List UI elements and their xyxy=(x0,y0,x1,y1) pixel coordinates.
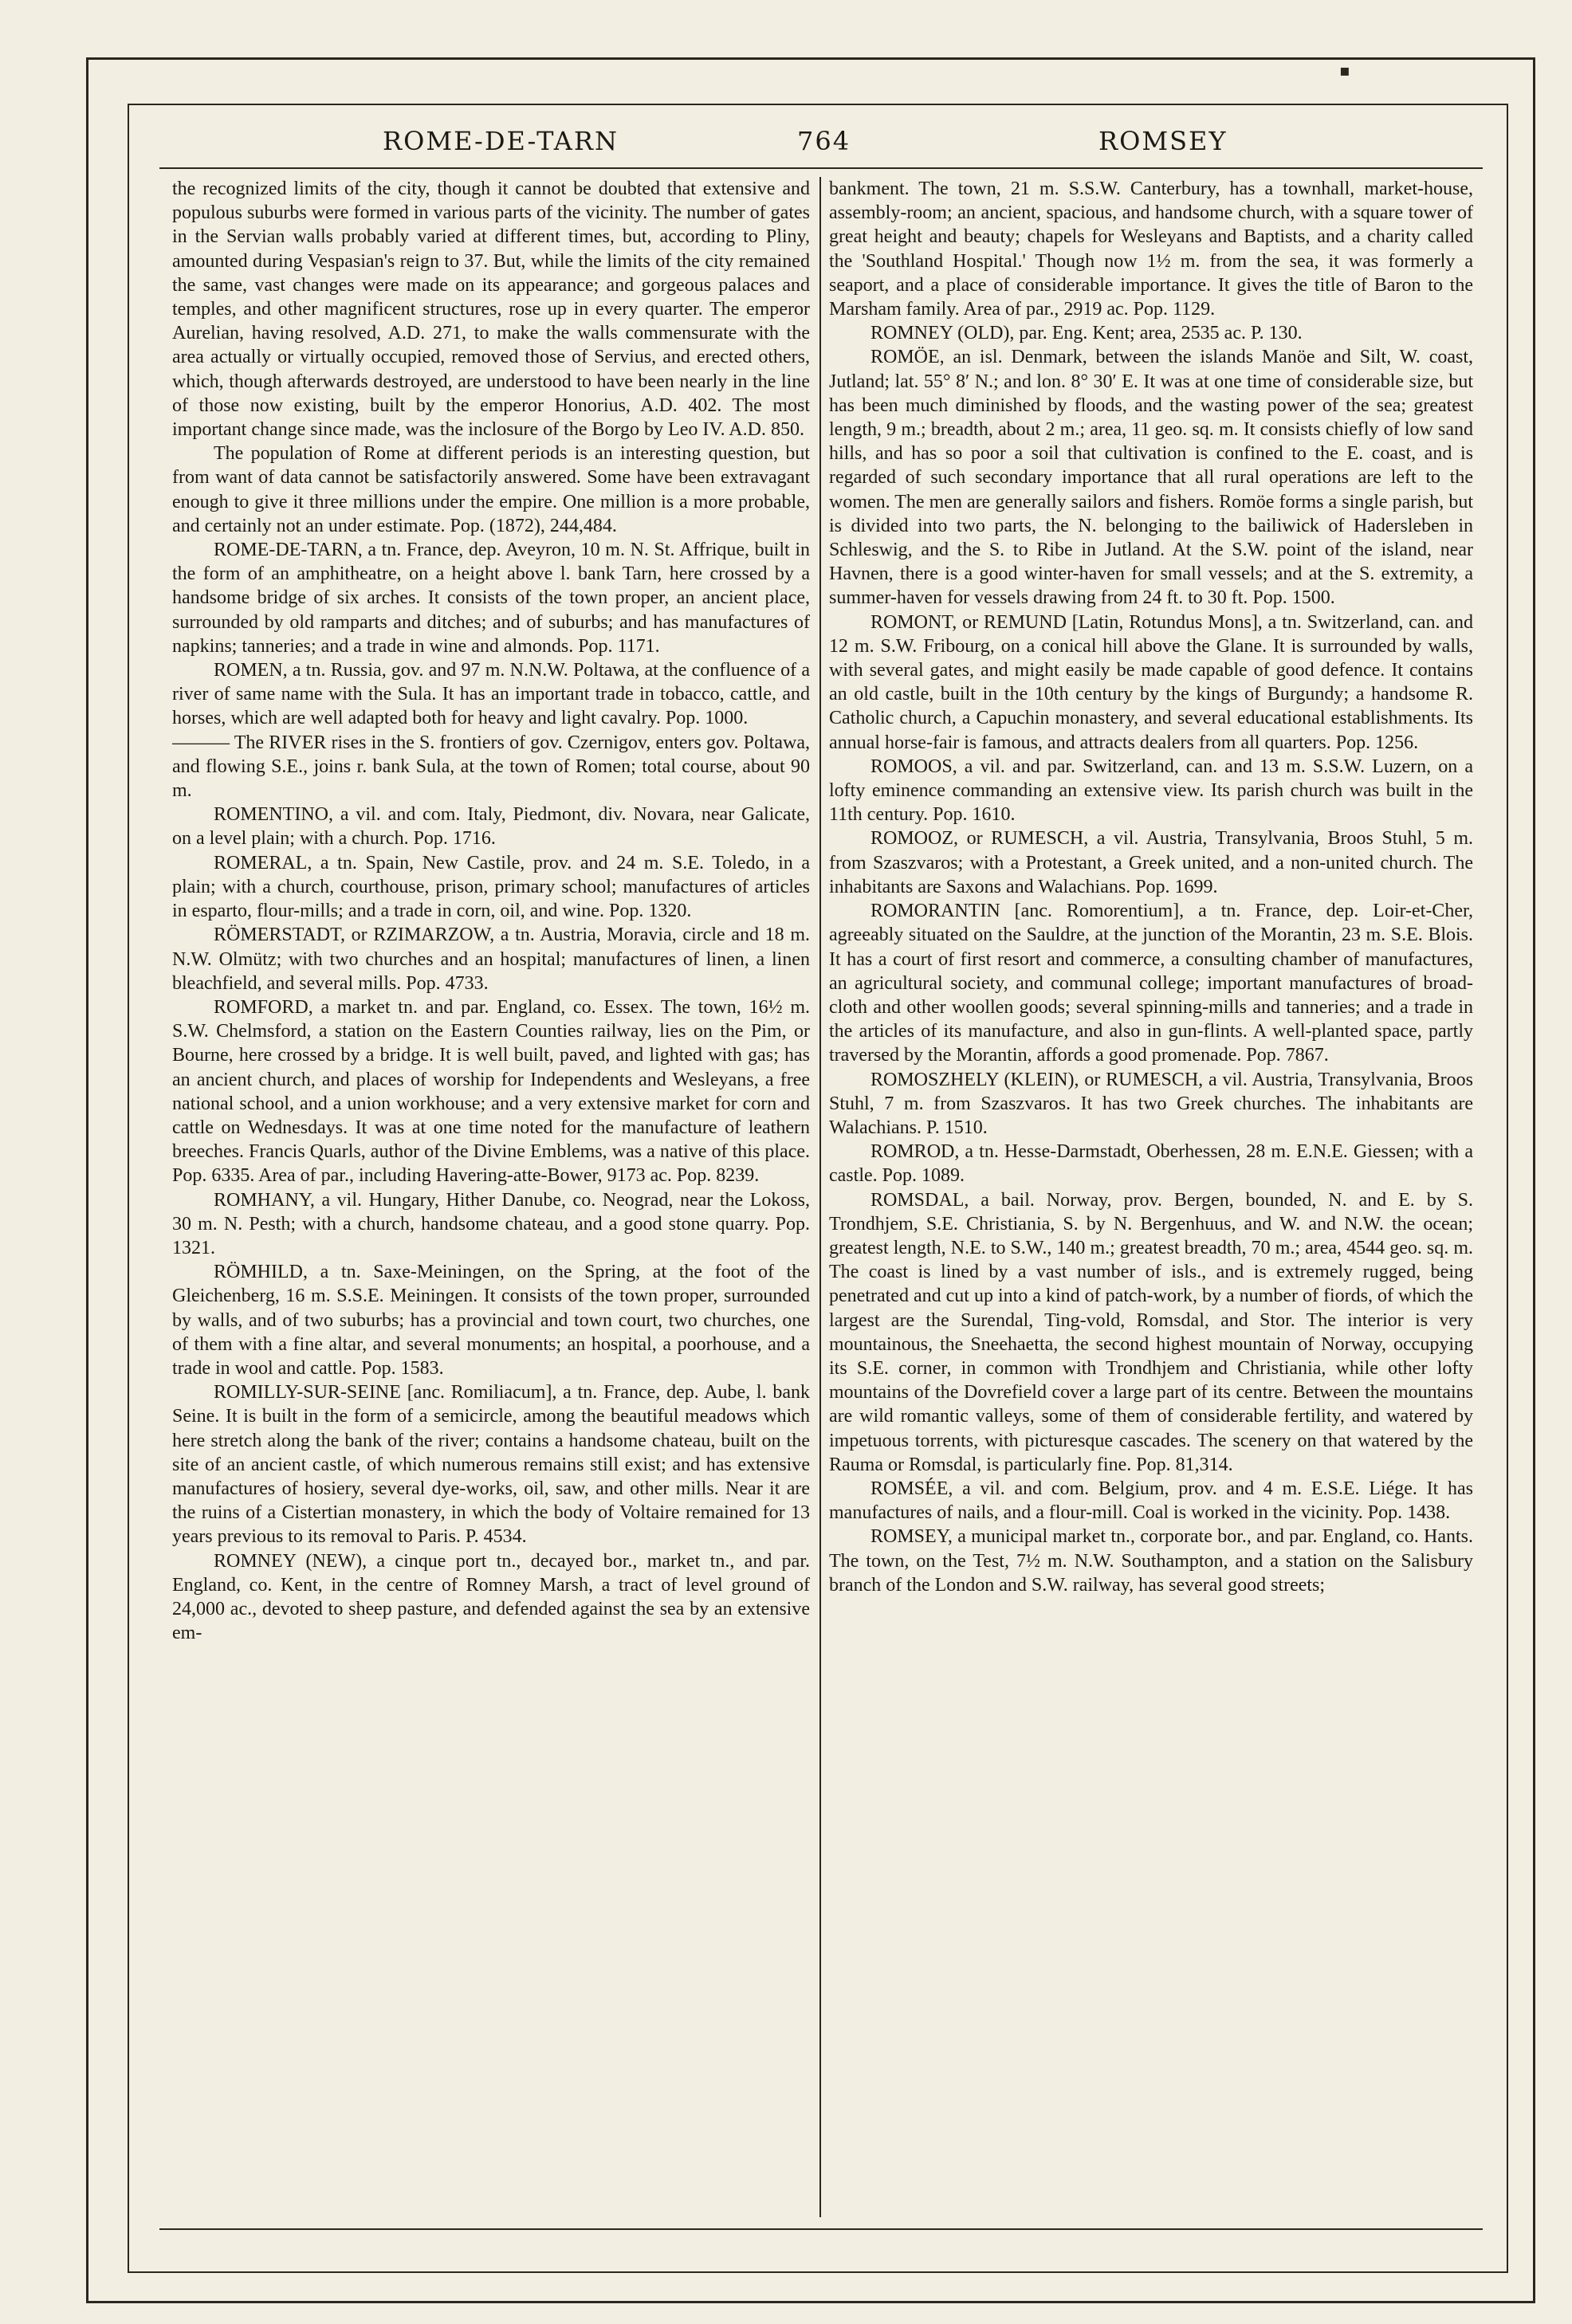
entry-paragraph: ROMILLY-SUR-SEINE [anc. Romiliacum], a tn. France, dep. Aube, l. bank Seine. It is built in the form of a semicircle, among the beautiful meadows which here stretch along the bank of the river; contains a handsome chateau, built on the site of an ancient castle, of which numerous remains still exist; and has extensive manufactures of hosiery, several dye-works, oil, saw, and other mills. Near it are the ruins of a Cistertian monastery, in which the body of Voltaire remained for 13 years previous to its removal to Paris. P. 4534. xyxy=(172,1382,810,1548)
corner-mark: ▪ xyxy=(1339,61,1350,80)
entry-paragraph: ROMNEY (OLD), par. Eng. Kent; area, 2535 ac. P. 130. xyxy=(870,323,1303,344)
entry-paragraph: ROME-DE-TARN, a tn. France, dep. Aveyron, 10 m. N. St. Affrique, built in the form of an amphitheatre, on a height above l. bank Tarn, here crossed by a handsome bridge of six arches. It consists of the town proper, an ancient place, surrounded by old ramparts and ditches; and of suburbs; and has manufactures of napkins; tanneries; and a trade in wine and almonds. Pop. 1171. xyxy=(172,540,810,657)
entry-paragraph: ROMNEY (NEW), a cinque port tn., decayed bor., market tn., and par. England, co. Kent, in the centre of Romney Marsh, a tract of level ground of 24,000 ac., devoted to sheep pasture, and defended against the sea by an extensive em- xyxy=(172,1550,810,1644)
entry-paragraph: ROMROD, a tn. Hesse-Darmstadt, Oberhessen, 28 m. E.N.E. Giessen; with a castle. Pop. 1089. xyxy=(829,1141,1473,1187)
header-last-entry: ROMSEY xyxy=(1098,126,1228,156)
entry-paragraph: The population of Rome at different periods is an interesting question, but from want of data cannot be satisfactorily answered. Some have been extravagant enough to give it three millions under the empire. One million is a more probable, and certainly not an under estimate. Pop. (1872), 244,484. xyxy=(172,443,810,536)
entry-paragraph: ROMOOZ, or RUMESCH, a vil. Austria, Transylvania, Broos Stuhl, 5 m. from Szaszvaros; with a Protestant, a Greek united, and a non-united church. The inhabitants are Saxons and Walachians. Pop. 1699. xyxy=(829,828,1473,897)
entry-paragraph: ROMOOS, a vil. and par. Switzerland, can. and 13 m. S.S.W. Luzern, on a lofty eminence commanding an extensive view. Its parish church was built in the 11th century. Pop. 1610. xyxy=(829,756,1473,826)
header-first-entry: ROME-DE-TARN xyxy=(383,126,619,156)
entry-paragraph: ROMSÉE, a vil. and com. Belgium, prov. and 4 m. E.S.E. Liége. It has manufactures of nails, and a flour-mill. Coal is worked in the vicinity. Pop. 1438. xyxy=(829,1478,1473,1524)
entry-paragraph: ROMSDAL, a bail. Norway, prov. Bergen, bounded, N. and E. by S. Trondhjem, S.E. Christiania, S. by N. Bergenhuus, and W. and N.W. the ocean; greatest length, N.E. to S.W., 140 m.; greatest breadth, 70 m.; area, 4544 geo. sq. m. The coast is lined by a vast number of isls., and is extremely rugged, being penetrated and cut up into a kind of patch-work, by a number of fiords, of which the largest are the Surendal, Ting-vold, Romsdal, and Stor. The interior is very mountainous, the Sneehaetta, the second highest mountain of Norway, occupying its S.E. corner, in common with Trondhjem and Christiania, while other lofty mountains of the Dovrefield cover a large part of its centre. Between the mountains are wild romantic valleys, some of them of considerable fertility, and watered by impetuous torrents, with picturesque cascades. The scenery on that watered by the Rauma or Romsdal, is particularly fine. Pop. 81,314. xyxy=(829,1189,1473,1475)
entry-paragraph: ROMSEY, a municipal market tn., corporate bor., and par. England, co. Hants. The town, on the Test, 7½ m. N.W. Southampton, and a station on the Salisbury branch of the London and S.W. railway, has several good streets; xyxy=(829,1526,1473,1596)
column-divider xyxy=(819,177,821,2217)
right-column xyxy=(829,177,1473,2217)
entry-paragraph: ROMENTINO, a vil. and com. Italy, Piedmont, div. Novara, near Galicate, on a level plain; with a church. Pop. 1716. xyxy=(172,804,810,850)
entry-paragraph: ROMFORD, a market tn. and par. England, co. Essex. The town, 16½ m. S.W. Chelmsford, a station on the Eastern Counties railway, lies on the Pim, or Bourne, here crossed by a bridge. It is well built, paved, and lighted with gas; has an ancient church, and places of worship for Independents and Wesleyans, a free national school, and a union workhouse; and a very extensive market for corn and cattle on Wednesdays. It was at one time noted for the manufacture of leathern breeches. Francis Quarls, author of the Divine Emblems, was a native of this place. Pop. 6335. Area of par., including Havering-atte-Bower, 9173 ac. Pop. 8239. xyxy=(172,996,810,1187)
page-number: 764 xyxy=(797,126,851,156)
entry-paragraph: ROMERAL, a tn. Spain, New Castile, prov. and 24 m. S.E. Toledo, in a plain; with a church, courthouse, prison, primary school; manufactures of articles in esparto, flour-mills; and a trade in corn, oil, and wine. Pop. 1320. xyxy=(172,852,810,922)
left-column xyxy=(172,177,810,2217)
entry-paragraph: ROMOSZHELY (KLEIN), or RUMESCH, a vil. Austria, Transylvania, Broos Stuhl, 7 m. from Szaszvaros. It has two Greek churches. The inhabitants are Walachians. P. 1510. xyxy=(829,1069,1473,1138)
entry-paragraph: ROMHANY, a vil. Hungary, Hither Danube, co. Neograd, near the Lokoss, 30 m. N. Pesth; with a church, handsome chateau, and a good stone quarry. Pop. 1321. xyxy=(172,1189,810,1258)
entry-paragraph: the recognized limits of the city, though it cannot be doubted that extensive and populous suburbs were formed in various parts of the vicinity. The number of gates in the Servian walls probably varied at different times, but, according to Pliny, amounted during Vespasian's reign to 37. But, while the limits of the city remained the same, vast changes were made on its appearance; and gorgeous palaces and temples, and other magnificent structures, rose up in every quarter. The emperor Aurelian, having resolved, A.D. 271, to make the walls commensurate with the area actually or virtually occupied, removed those of Servius, and erected others, which, though afterwards destroyed, are understood to have been nearly in the line of those now existing, built by the emperor Honorius, A.D. 402. The most important change since made, was the inclosure of the Borgo by Leo IV. A.D. 850. xyxy=(172,179,810,441)
entry-paragraph: RÖMHILD, a tn. Saxe-Meiningen, on the Spring, at the foot of the Gleichenberg, 16 m. S.S.E. Meiningen. It consists of the town proper, surrounded by walls, and of two suburbs; has a provincial and town court, two churches, one of them with a fine altar, and several monuments; an hospital, a poorhouse, and a trade in wool and cattle. Pop. 1583. xyxy=(172,1262,810,1379)
entry-paragraph: ROMORANTIN [anc. Romorentium], a tn. France, dep. Loir-et-Cher, agreeably situated on the Sauldre, at the junction of the Morantin, 23 m. S.E. Blois. It has a court of first resort and commerce, a consulting chamber of manufactures, an agricultural society, and communal college; important manufactures of broad-cloth and other woollen goods; several spinning-mills and tanneries; and a trade in the articles of its manufacture, and also in gun-flints. A well-planted space, partly traversed by the Morantin, affords a good promenade. Pop. 7867. xyxy=(829,901,1473,1066)
entry-paragraph: ROMEN, a tn. Russia, gov. and 97 m. N.N.W. Poltawa, at the confluence of a river of same name with the Sula. It has an important trade in tobacco, cattle, and horses, which are well adapted both for heavy and light cavalry. Pop. 1000. xyxy=(172,660,810,729)
entry-paragraph: RÖMERSTADT, or RZIMARZOW, a tn. Austria, Moravia, circle and 18 m. N.W. Olmütz; with two churches and an hospital; manufactures of linen, a linen bleachfield, and several mills. Pop. 4733. xyxy=(172,924,810,994)
running-header xyxy=(159,120,1483,169)
entry-paragraph: ——— The RIVER rises in the S. frontiers of gov. Czernigov, enters gov. Poltawa, and flowing S.E., joins r. bank Sula, at the town of Romen; total course, about 90 m. xyxy=(172,732,810,802)
entry-paragraph: bankment. The town, 21 m. S.S.W. Canterbury, has a townhall, market-house, assembly-room; an ancient, spacious, and handsome church, with a square tower of great height and beauty; chapels for Wesleyans and Baptists, and a charity called the 'Southland Hospital.' Though now 1½ m. from the sea, it was formerly a seaport, and a place of considerable importance. It gives the title of Baron to the Marsham family. Area of par., 2919 ac. Pop. 1129. xyxy=(829,179,1473,320)
entry-paragraph: ROMÖE, an isl. Denmark, between the islands Manöe and Silt, W. coast, Jutland; lat. 55° 8′ N.; and lon. 8° 30′ E. It was at one time of considerable size, but has been much diminished by floods, and the wasting power of the sea; greatest length, 9 m.; breadth, about 2 m.; area, 11 geo. sq. m. It consists chiefly of low sand hills, and has so poor a soil that cultivation is confined to the E. coast, and is regarded of such secondary importance that all rural operations are left to the women. The men are generally sailors and fishers. Romöe forms a single parish, but is divided into two parts, the N. belonging to the bailiwick of Hadersleben in Schleswig, and the S. to Ribe in Jutland. At the S.W. point of the island, near Havnen, there is a good winter-haven for small vessels; and at the S. extremity, a summer-haven for vessels drawing from 24 ft. to 30 ft. Pop. 1500. xyxy=(829,347,1473,609)
bottom-rule xyxy=(159,2228,1483,2230)
entry-paragraph: ROMONT, or REMUND [Latin, Rotundus Mons], a tn. Switzerland, can. and 12 m. S.W. Fribourg, on a conical hill above the Glane. It is surrounded by walls, with several gates, and might easily be made capable of good defence. It contains an old castle, built in the 10th century by the kings of Burgundy; a handsome R. Catholic church, a Capuchin monastery, and several educational establishments. Its annual horse-fair is famous, and attracts dealers from all quarters. Pop. 1256. xyxy=(829,611,1473,753)
